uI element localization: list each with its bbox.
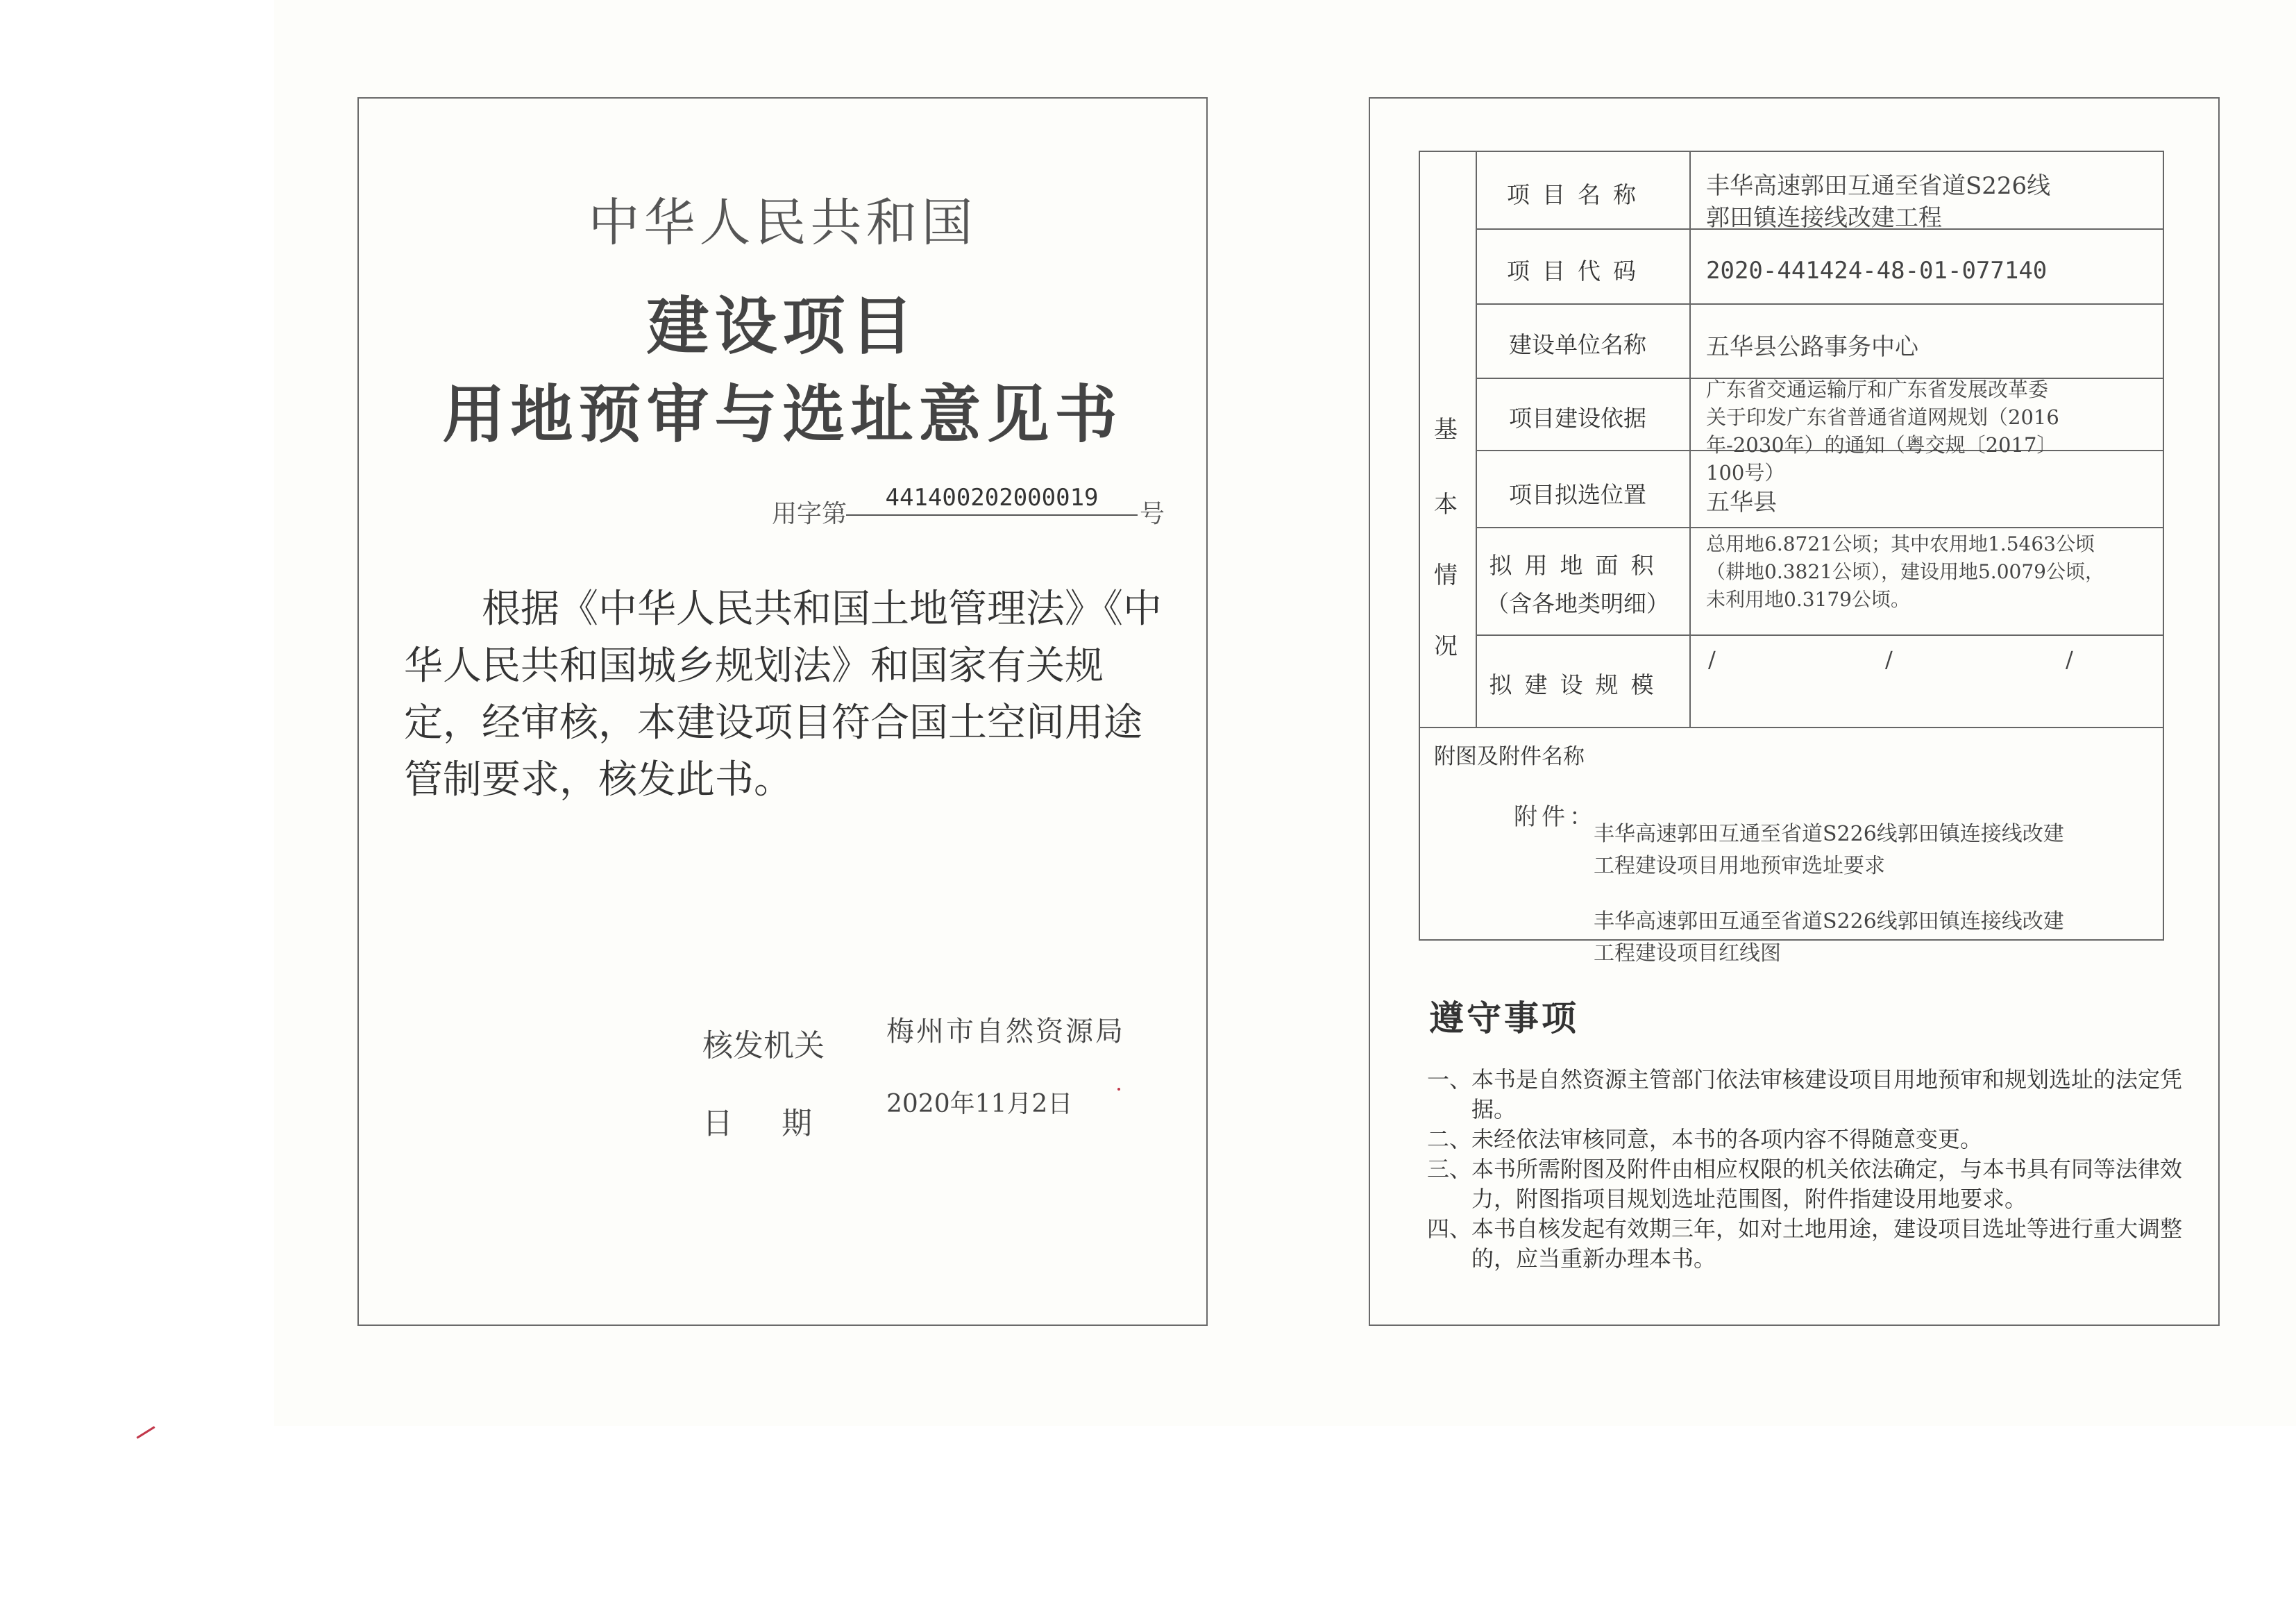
table-divider [1689, 152, 1691, 727]
note-number: 一、 [1427, 1066, 1472, 1093]
attachment-line: 工程建设项目红线图 [1594, 941, 1781, 966]
scale-mark: / [2066, 646, 2073, 673]
row-label-builder: 建设单位名称 [1509, 331, 1646, 358]
value-line: 年-2030年）的通知（粤交规〔2017〕 [1706, 433, 2057, 457]
document-title-line1: 建设项目 [646, 289, 919, 363]
value-line: 总用地6.8721公顷；其中农用地1.5463公顷 [1706, 532, 2095, 555]
note-text: 未经依法审核同意，本书的各项内容不得随意变更。 [1471, 1126, 1983, 1152]
issuer-value: 梅州市自然资源局 [886, 1016, 1125, 1048]
certificate-number: 441400202000019 [846, 484, 1138, 516]
side-header-char: 情 [1434, 562, 1458, 589]
certificate-details-panel [1369, 97, 2220, 1326]
label-line: 拟用地面积 [1489, 552, 1666, 579]
value-line: 关于印发广东省普通省道网规划（2016 [1706, 405, 2059, 429]
note-text: 本书自核发起有效期三年，如对土地用途，建设项目选址等进行重大调整的，应当重新办理本书。 [1471, 1216, 2183, 1272]
row-label-basis: 项目建设依据 [1509, 405, 1646, 432]
table-divider [1476, 527, 2164, 528]
row-value-project-code: 2020-441424-48-01-077140 [1706, 257, 2048, 285]
attachment-item [1594, 906, 2064, 970]
value-line: 100号） [1706, 461, 1785, 485]
attachment-item [1594, 818, 2064, 882]
note-text: 本书所需附图及附件由相应权限的机关依法确定，与本书具有同等法律效力，附图指项目规划选址范围图，附件指建设用地要求。 [1471, 1156, 2183, 1212]
value-line: 未利用地0.3179公顷。 [1706, 588, 1910, 611]
value-line: 郭田镇连接线改建工程 [1706, 204, 1942, 232]
notes-title: 遵守事项 [1429, 998, 1579, 1038]
note-item [1427, 1154, 2204, 1214]
row-value-project-name [1706, 170, 2050, 234]
attachments-label: 附件： [1514, 803, 1597, 831]
attachment-line: 工程建设项目用地预审选址要求 [1594, 854, 1885, 878]
label-line: （含各地类明细） [1486, 590, 1669, 617]
row-value-basis [1706, 376, 2059, 487]
row-value-land-area [1706, 530, 2104, 614]
note-number: 二、 [1427, 1126, 1472, 1152]
value-line: （耕地0.3821公顷），建设用地5.0079公顷， [1706, 560, 2104, 583]
row-label-scale: 拟建设规模 [1489, 671, 1666, 698]
date-value: 2020年11月2日 [886, 1090, 1073, 1118]
table-divider [1476, 152, 1477, 727]
row-value-builder: 五华县公路事务中心 [1706, 333, 1918, 361]
scale-mark: / [1885, 646, 1893, 673]
attachments-title: 附图及附件名称 [1434, 744, 1585, 769]
row-label-project-code: 项目代码 [1507, 258, 1648, 285]
date-label: 日期 [702, 1106, 861, 1141]
attachment-line: 丰华高速郭田互通至省道S226线郭田镇连接线改建 [1594, 822, 2064, 846]
note-item [1427, 1125, 2204, 1154]
value-line: 丰华高速郭田互通至省道S226线 [1706, 172, 2051, 200]
document-title-line2: 用地预审与选址意见书 [442, 378, 1123, 451]
side-header-char: 况 [1434, 632, 1458, 660]
certificate-cover-panel [357, 97, 1208, 1326]
legal-basis-paragraph [404, 581, 1167, 809]
side-header-char: 基 [1434, 416, 1458, 444]
legal-basis-text: 根据《中华人民共和国土地管理法》《中华人民共和国城乡规划法》和国家有关规定，经审核，本建设项目符合国土空间用途管制要求，核发此书。 [404, 587, 1162, 802]
row-label-land-area [1477, 548, 1678, 619]
row-value-location: 五华县 [1706, 489, 1777, 516]
country-title: 中华人民共和国 [588, 193, 977, 253]
attachment-line: 丰华高速郭田互通至省道S226线郭田镇连接线改建 [1594, 909, 2064, 934]
note-text: 本书是自然资源主管部门依法审核建设项目用地预审和规划选址的法定凭据。 [1471, 1066, 2183, 1122]
red-pen-mark [136, 1426, 155, 1438]
notes-list [1427, 1065, 2204, 1274]
value-line: 广东省交通运输厅和广东省发展改革委 [1706, 378, 2049, 401]
ink-dot [1117, 1088, 1120, 1091]
note-item [1427, 1065, 2204, 1125]
table-divider [1476, 303, 2164, 305]
scale-mark: / [1708, 646, 1716, 673]
basic-info-table [1419, 151, 2164, 966]
note-number: 三、 [1427, 1156, 1472, 1182]
row-label-location: 项目拟选位置 [1509, 481, 1646, 508]
row-label-project-name: 项目名称 [1507, 181, 1648, 208]
side-header-char: 本 [1434, 491, 1458, 519]
note-item [1427, 1214, 2204, 1274]
issuer-label: 核发机关 [702, 1028, 825, 1063]
number-suffix: 号 [1140, 500, 1165, 528]
note-number: 四、 [1427, 1216, 1472, 1242]
table-divider [1420, 727, 2164, 728]
number-prefix: 用字第 [772, 500, 847, 528]
table-divider [1476, 634, 2164, 636]
